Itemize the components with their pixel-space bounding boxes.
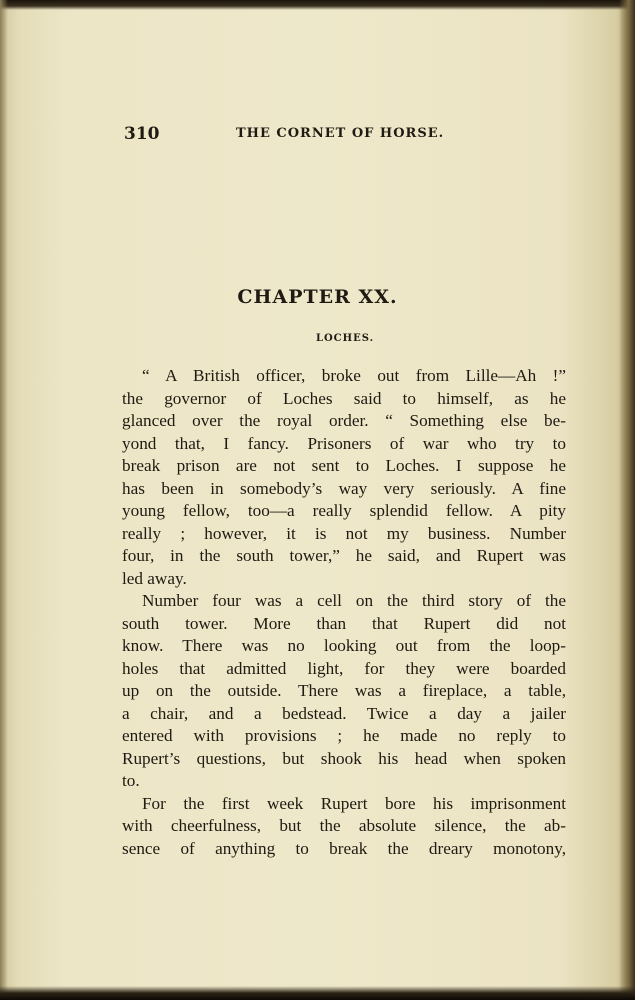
paragraph — [122, 590, 566, 793]
page-number: 310 — [124, 124, 160, 144]
text-line: four, in the south tower,” he said, and Rupert was — [122, 546, 566, 565]
text-line: has been in somebody’s way very seriously. A fine — [122, 478, 566, 498]
text-line: break prison are not sent to Loches. I suppose he — [122, 456, 566, 475]
text-line: entered with provisions ; he made no reply to — [122, 726, 566, 745]
chapter-subtitle: LOCHES. — [315, 333, 375, 344]
page-left-shadow — [0, 0, 8, 1000]
chapter-title: CHAPTER XX. — [237, 286, 398, 308]
text-line: “ A British officer, broke out from Lille—Ah !” — [142, 366, 566, 385]
text-line: the governor of Loches said to himself, as he — [122, 388, 566, 408]
text-line: led away. — [122, 568, 187, 588]
text-line: know. There was no looking out from the loop- — [122, 636, 566, 655]
text-line: glanced over the royal order. “ Something else be- — [122, 411, 566, 430]
body-text — [122, 365, 566, 860]
running-head — [124, 124, 461, 146]
text-line: Rupert’s questions, but shook his head when spoken — [122, 748, 566, 768]
page-right-shadow — [619, 0, 635, 1000]
running-title: THE CORNET OF HORSE. — [236, 126, 445, 141]
page-top-shadow — [0, 0, 635, 10]
text-line: sence of anything to break the dreary monotony, — [122, 838, 566, 858]
text-line: really ; however, it is not my business. Number — [122, 523, 566, 543]
text-line: yond that, I fancy. Prisoners of war who try to — [122, 433, 566, 453]
paragraph — [122, 793, 566, 861]
text-line: south tower. More than that Rupert did not — [122, 613, 566, 633]
text-line: For the first week Rupert bore his imprisonment — [142, 793, 566, 813]
text-line: young fellow, too—a really splendid fellow. A pity — [122, 501, 566, 520]
text-line: to. — [122, 771, 140, 790]
text-line: with cheerfulness, but the absolute silence, the ab- — [122, 816, 566, 835]
text-line: Number four was a cell on the third story of the — [142, 591, 566, 610]
text-line: up on the outside. There was a fireplace, a table, — [122, 681, 566, 700]
page-bottom-shadow — [0, 986, 635, 1000]
paragraph — [122, 365, 566, 590]
text-line: a chair, and a bedstead. Twice a day a jailer — [122, 703, 566, 723]
text-line: holes that admitted light, for they were boarded — [122, 658, 566, 678]
